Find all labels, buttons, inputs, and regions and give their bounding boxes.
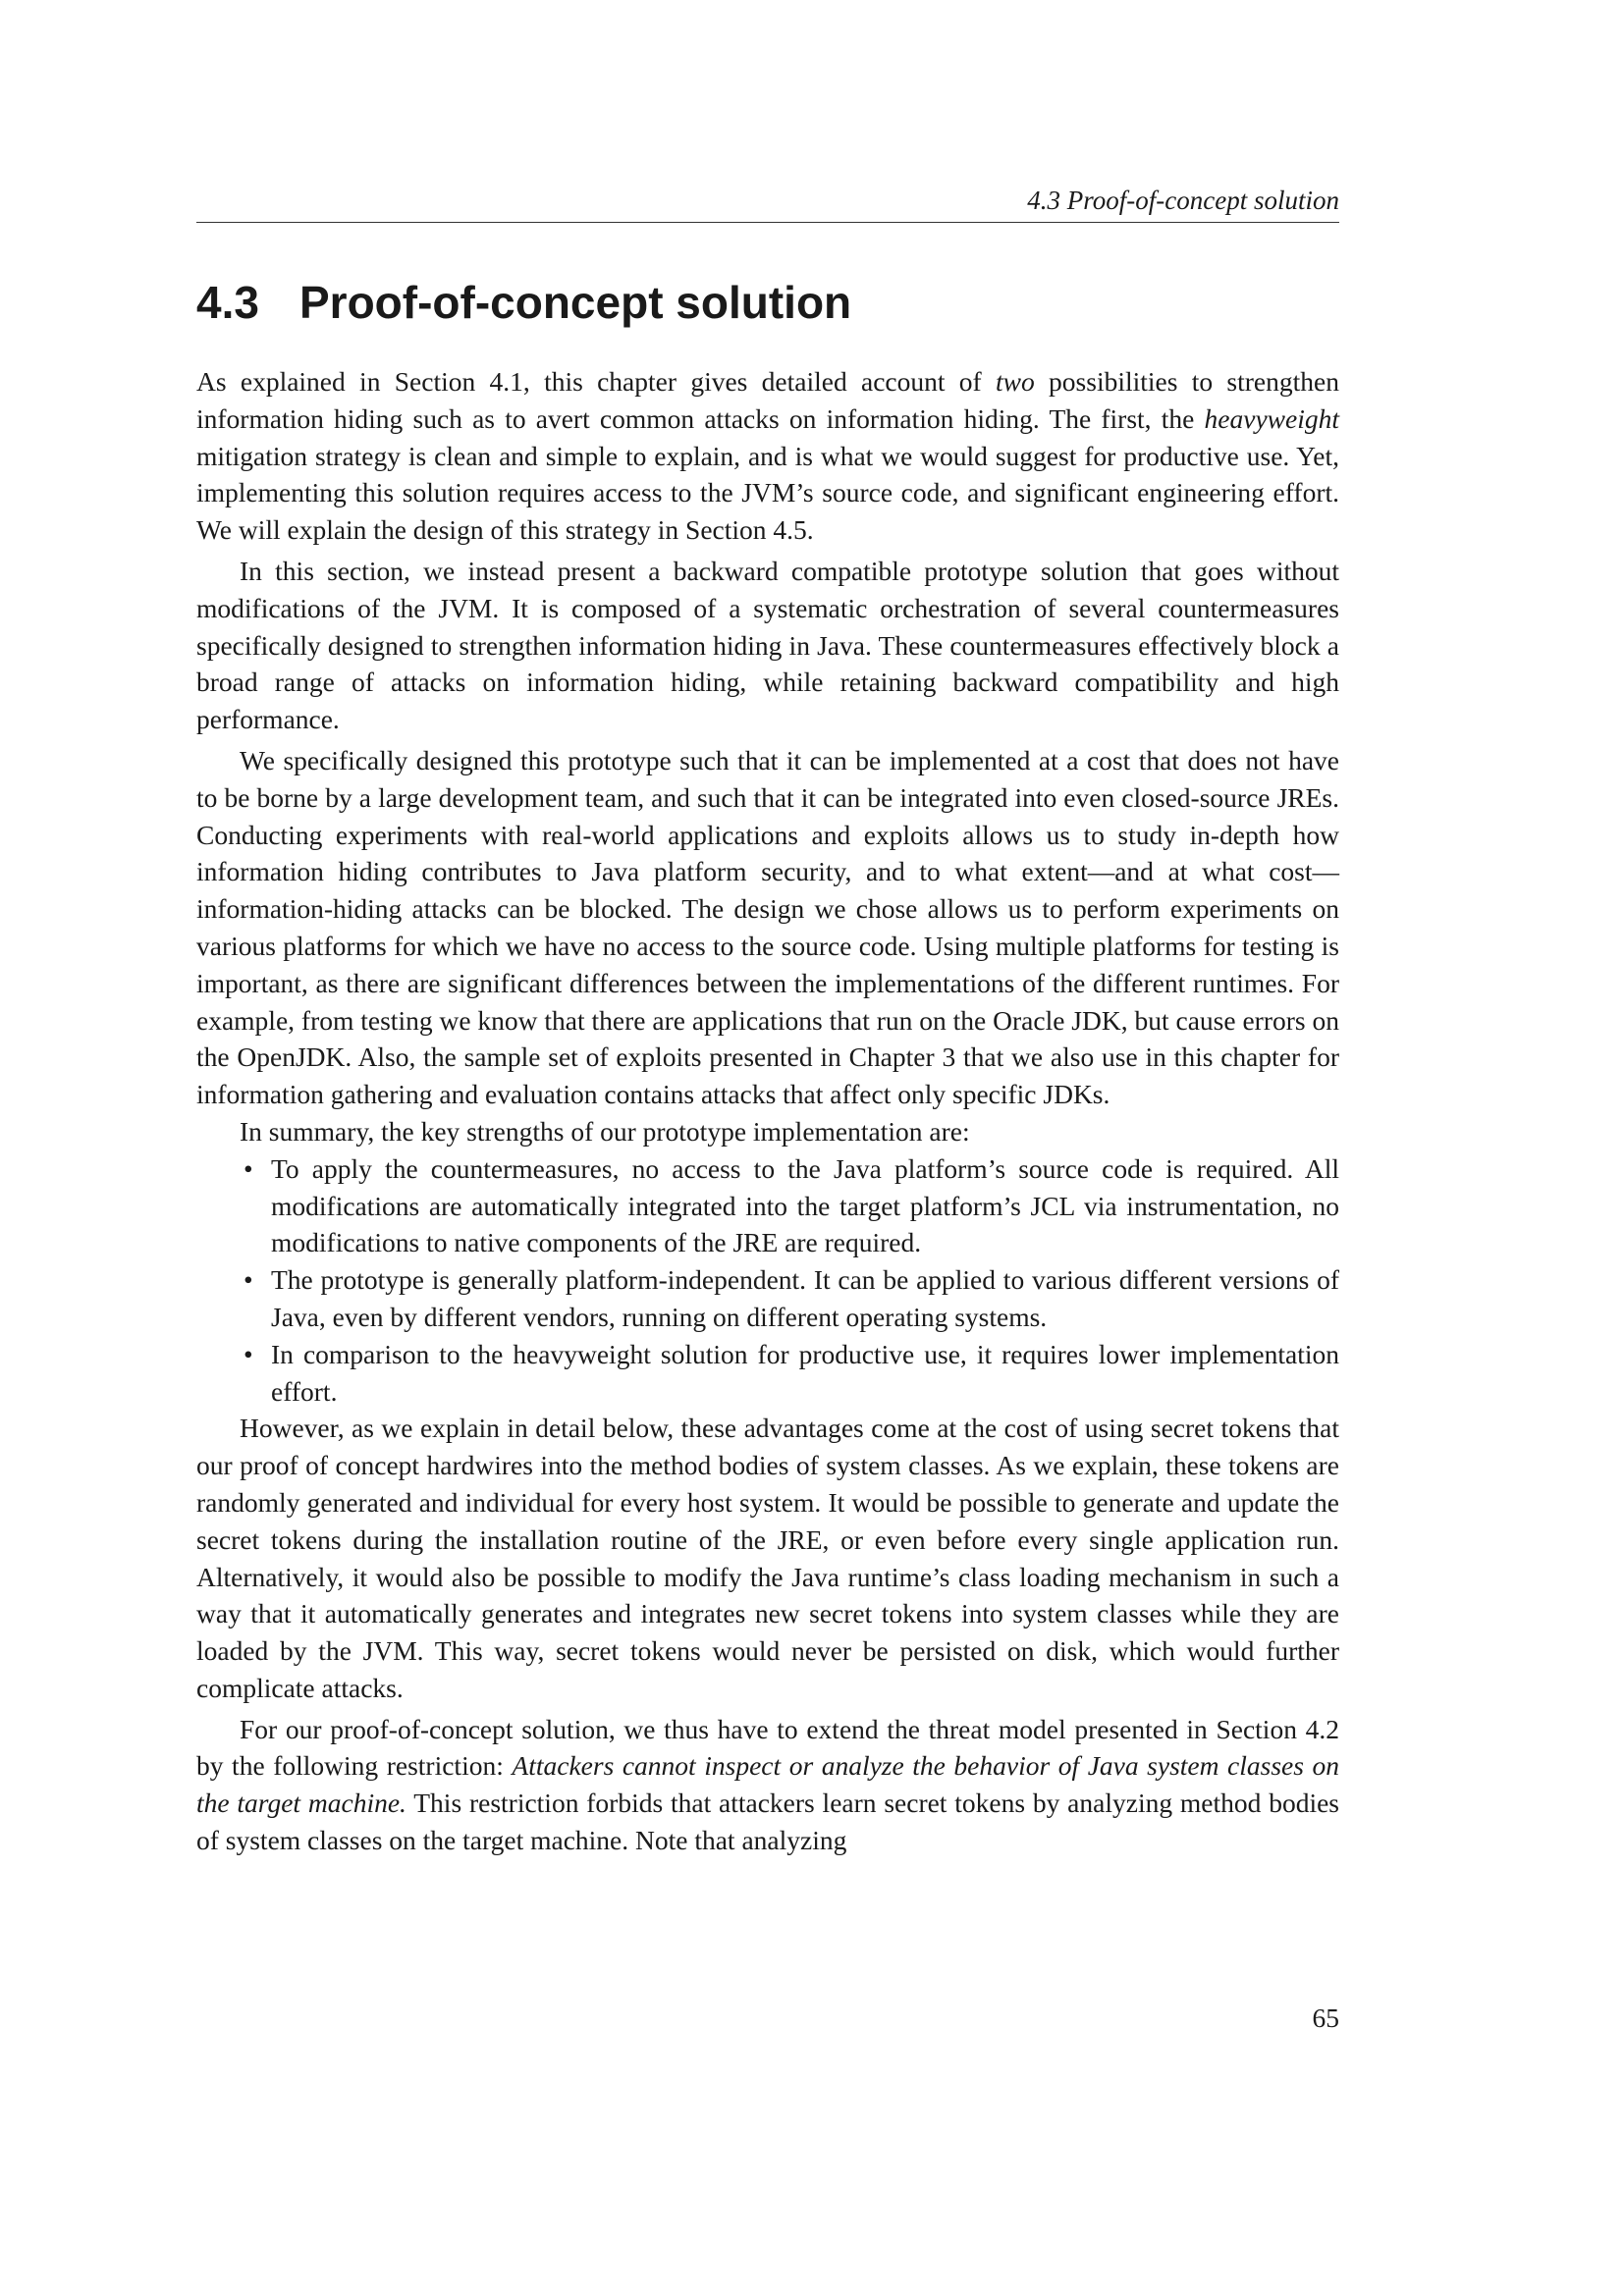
paragraph-threat-text-2: This restriction forbids that attackers learn secret tokens by analyzing method bodies of system classes on the target machine. Note that analyzing xyxy=(196,1788,1339,1856)
emphasis-heavyweight: heavyweight xyxy=(1204,402,1339,434)
paragraph-threat-model xyxy=(196,1711,1339,1859)
strengths-list xyxy=(196,1150,1339,1411)
bullet-icon: • xyxy=(244,1338,253,1369)
list-item xyxy=(244,1261,1339,1336)
emphasis-restriction: Attackers cannot inspect or analyze the behavior of Java system classes on the target machine. xyxy=(196,1750,1340,1819)
list-item xyxy=(244,1336,1339,1411)
header-rule xyxy=(196,222,1339,223)
bullet-icon: • xyxy=(244,1152,253,1184)
running-header: 4.3 Proof-of-concept solution xyxy=(1027,186,1339,215)
paragraph-intro-text-1: As explained in Section 4.1, this chapter gives detailed account of xyxy=(196,366,997,397)
paragraph-threat-text-1: For our proof-of-concept solution, we thus have to extend the threat model presented in Section 4.2 by the following restriction: xyxy=(196,1713,1339,1782)
paragraph-intro-text-3: mitigation strategy is clean and simple to explain, and is what we would suggest for productive use. Yet, implementing this solution requires access to the JVM’s source code, and significant engineering effort. We will explain the design of this strategy in Section 4.5. xyxy=(196,440,1339,546)
paragraph-intro-text-2: possibilities to strengthen information hiding such as to avert common attacks on information hiding. The first, the xyxy=(196,366,1339,434)
emphasis-two: two xyxy=(996,366,1035,397)
section-title: Proof-of-concept solution xyxy=(299,277,852,328)
page-number: 65 xyxy=(1312,2002,1339,2033)
bullet-icon: • xyxy=(244,1264,253,1296)
paragraph-summary: In summary, the key strengths of our prototype implementation are: xyxy=(240,1115,970,1147)
list-item xyxy=(244,1150,1339,1261)
paragraph-design: We specifically designed this prototype such that it can be implemented at a cost that does not have to be borne by a large development team, and such that it can be integrated into even closed-source JREs. Conducting experiments with real-world applications and exploits allows us to study in-depth how information hiding contributes to Java platform security, and to what extent—and at what cost—information-hiding attacks can be blocked. The design we chose allows us to perform experiments on various platforms for which we have no access to the source code. Using multiple platforms for testing is important, as there are significant differences between the implementations of the different runtimes. For example, from testing we know that there are applications that run on the Oracle JDK, but cause errors on the OpenJDK. Also, the sample set of exploits presented in Chapter 3 that we also use in this chapter for information gathering and evaluation contains attacks that affect only specific JDKs. xyxy=(196,744,1339,1110)
paragraph-intro xyxy=(196,363,1339,549)
section-heading xyxy=(196,275,851,330)
list-item-text: The prototype is generally platform-independent. It can be applied to various different versions of Java, even by different vendors, running on different operating systems. xyxy=(271,1264,1339,1332)
paragraph-tokens: However, as we explain in detail below, these advantages come at the cost of using secret tokens that our proof of concept hardwires into the method bodies of system classes. As we explain, these tokens are randomly generated and individual for every host system. It would be possible to generate and update the secret tokens during the installation routine of the JRE, or even before every single application run. Alternatively, it would also be possible to modify the Java runtime’s class loading mechanism in such a way that it automatically generates and integrates new secret tokens into system classes while they are loaded by the JVM. This way, secret tokens would never be persisted on disk, which would further complicate attacks. xyxy=(196,1413,1339,1703)
section-number: 4.3 xyxy=(196,277,259,328)
list-item-text: In comparison to the heavyweight solution for productive use, it requires lower implementation effort. xyxy=(271,1338,1339,1407)
list-item-text: To apply the countermeasures, no access to the Java platform’s source code is required. All modifications are automatically integrated into the target platform’s JCL via instrumentation, no modifications to native components of the JRE are required. xyxy=(271,1152,1339,1258)
paragraph-prototype: In this section, we instead present a backward compatible prototype solution that goes without modifications of the JVM. It is composed of a systematic orchestration of several countermeasures specifically designed to strengthen information hiding in Java. These countermeasures effectively block a broad range of attacks on information hiding, while retaining backward compatibility and high performance. xyxy=(196,555,1339,735)
body-text xyxy=(196,363,1339,1859)
